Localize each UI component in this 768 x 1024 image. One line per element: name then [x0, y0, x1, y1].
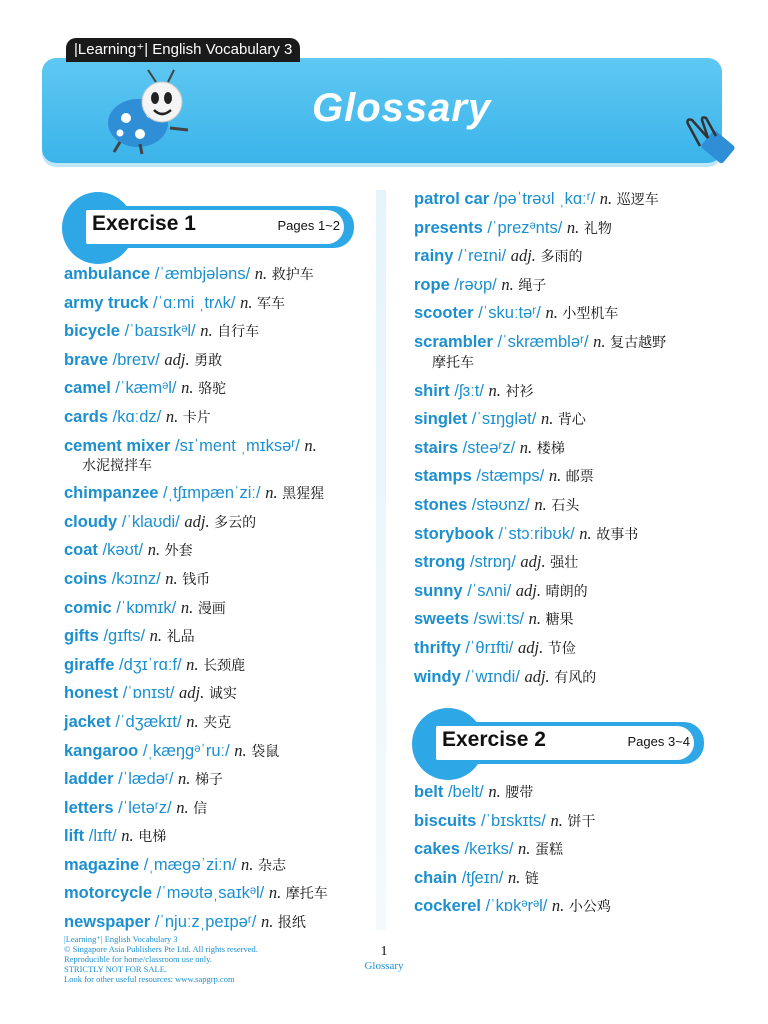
chinese-translation: 水泥搅拌车 [82, 457, 152, 474]
pronunciation: /ˌkæŋgᵊˈruː/ [142, 741, 230, 760]
part-of-speech: n. [147, 540, 161, 560]
chinese-translation: 强壮 [550, 555, 579, 572]
chinese-translation: 电梯 [138, 829, 167, 846]
glossary-entry [414, 581, 714, 602]
chinese-translation: 链 [524, 870, 539, 887]
part-of-speech: n. [599, 189, 613, 208]
glossary-entry [414, 332, 714, 373]
headword: thrifty [414, 638, 461, 657]
chinese-translation: 摩托车 [432, 354, 474, 371]
chinese-translation: 摩托车 [285, 886, 328, 903]
part-of-speech: n. [181, 378, 194, 398]
part-of-speech: n. [528, 609, 542, 629]
headword: stamps [414, 467, 472, 486]
part-of-speech: adj. [524, 666, 550, 686]
pronunciation: /ʃɜːt/ [454, 381, 484, 400]
headword: comic [64, 598, 112, 617]
glossary-entry [64, 683, 364, 704]
exercise-2-header [414, 722, 704, 764]
glossary-entry [414, 524, 714, 545]
part-of-speech: adj. [184, 511, 210, 531]
part-of-speech: n. [519, 437, 533, 457]
chinese-translation: 诚实 [208, 686, 237, 703]
headword: newspaper [64, 913, 151, 932]
glossary-entry [414, 466, 714, 487]
headword: ambulance [64, 265, 151, 283]
pronunciation: /ˈdʒækɪt/ [115, 712, 182, 731]
chinese-translation: 邮票 [565, 469, 594, 486]
glossary-entry [414, 868, 714, 889]
chinese-translation: 绳子 [518, 277, 547, 294]
chinese-translation: 巡逻车 [616, 192, 659, 208]
headword: cards [64, 407, 109, 426]
part-of-speech: n. [180, 597, 194, 617]
chinese-translation: 黑猩猩 [282, 486, 325, 503]
headword: stairs [414, 438, 459, 457]
part-of-speech: n. [121, 826, 134, 846]
glossary-entry [414, 552, 714, 573]
glossary-entry [64, 293, 364, 314]
headword: letters [64, 798, 114, 817]
chinese-translation: 长颈鹿 [203, 657, 246, 674]
page-title: Glossary [312, 86, 492, 130]
chinese-translation: 背心 [557, 412, 586, 429]
pronunciation: /ˈsʌni/ [467, 581, 512, 600]
pronunciation: /sɪˈment ˌmɪksəʳ/ [174, 436, 300, 455]
chinese-translation: 夹克 [203, 714, 232, 731]
chinese-translation: 礼物 [583, 220, 612, 237]
part-of-speech: adj. [517, 637, 544, 657]
headword: cakes [414, 840, 460, 859]
glossary-entry [64, 512, 364, 533]
exercise-2-entries [414, 782, 714, 925]
glossary-entry [414, 782, 714, 803]
chinese-translation: 蛋糕 [535, 842, 564, 859]
glossary-entry [414, 495, 714, 516]
headword: rope [414, 275, 450, 294]
headword: bicycle [64, 322, 120, 341]
part-of-speech: adj. [179, 683, 205, 703]
chinese-translation: 晴朗的 [545, 583, 588, 600]
part-of-speech: n. [551, 896, 565, 916]
pronunciation: /ˈklaʊdi/ [121, 512, 180, 531]
part-of-speech: n. [234, 740, 247, 760]
pronunciation: /ˈlædəʳ/ [118, 770, 174, 789]
pronunciation: /ˈskræmbləʳ/ [497, 332, 589, 351]
glossary-entry [414, 811, 714, 832]
glossary-entry [64, 569, 364, 590]
chinese-translation: 糖果 [545, 612, 574, 629]
glossary-entry [414, 303, 714, 324]
exercise-2-pages: Pages 3~4 [627, 734, 690, 749]
glossary-entry [64, 483, 364, 504]
part-of-speech: n. [534, 494, 547, 514]
part-of-speech: n. [566, 217, 580, 237]
pronunciation: /steəʳz/ [462, 438, 516, 457]
headword: chimpanzee [64, 484, 159, 503]
glossary-entry [64, 436, 364, 476]
pronunciation: /ˈɑːmi ˌtrʌk/ [152, 293, 236, 312]
pronunciation: /swiːts/ [473, 610, 525, 629]
chinese-translation: 卡片 [182, 409, 211, 426]
part-of-speech: n. [241, 854, 254, 874]
chinese-translation: 军车 [257, 295, 286, 312]
headword: kangaroo [64, 741, 139, 760]
headword: giraffe [64, 655, 115, 674]
pronunciation: /kəʊt/ [102, 541, 144, 560]
glossary-entry [64, 855, 364, 876]
pronunciation: /ˈreɪni/ [458, 247, 507, 266]
page-number: 1 [380, 944, 388, 959]
headword: army truck [64, 293, 149, 312]
headword: cement mixer [64, 436, 171, 455]
headword: scrambler [414, 332, 493, 351]
headword: camel [64, 379, 111, 398]
part-of-speech: n. [240, 292, 253, 312]
headword: stones [414, 495, 468, 514]
chinese-translation: 小公鸡 [568, 899, 611, 916]
headword: rainy [414, 247, 454, 266]
part-of-speech: n. [579, 523, 592, 543]
chinese-translation: 救护车 [271, 267, 314, 283]
part-of-speech: n. [176, 797, 189, 817]
pronunciation: /ˈsɪŋglət/ [471, 410, 537, 429]
glossary-entry [414, 667, 714, 688]
glossary-entry [64, 712, 364, 733]
chinese-translation: 钱币 [182, 571, 211, 588]
chinese-translation: 报纸 [277, 915, 306, 932]
part-of-speech: n. [518, 839, 531, 859]
pronunciation: /pəˈtrəʊl ˌkɑːʳ/ [493, 190, 596, 208]
glossary-entry [64, 264, 364, 285]
pronunciation: /ˈletəʳz/ [118, 798, 172, 817]
glossary-entry [414, 218, 714, 239]
headword: cloudy [64, 512, 118, 531]
pronunciation: /keɪks/ [464, 840, 514, 859]
part-of-speech: adj. [520, 552, 546, 572]
part-of-speech: n. [545, 303, 558, 323]
headword: coins [64, 569, 108, 588]
copyright-footer: |Learning⁺| English Vocabulary 3 © Singapore Asia Publishers Pte Ltd. All rights reserved. Reproducible for home/classroom use only. STRICTLY NOT FOR SALE. Look for other useful resources: www.sapgrp.com [64, 934, 258, 984]
chinese-translation: 袋鼠 [251, 743, 280, 760]
pronunciation: /stəʊnz/ [471, 495, 530, 514]
glossary-entry [414, 246, 714, 267]
pronunciation: /ˈskuːtəʳ/ [478, 304, 541, 323]
exercise-2-title: Exercise 2 [442, 728, 546, 751]
chinese-translation: 多雨的 [540, 249, 583, 266]
glossary-entry [414, 438, 714, 459]
part-of-speech: n. [260, 912, 274, 932]
glossary-entry [64, 407, 364, 428]
pronunciation: /lɪft/ [88, 827, 117, 846]
pronunciation: /ˈkæmᵊl/ [115, 379, 177, 398]
pronunciation: /ˈbaɪsɪkᵊl/ [124, 322, 196, 341]
part-of-speech: n. [304, 435, 317, 455]
glossary-entry [64, 798, 364, 819]
headword: lift [64, 827, 85, 846]
glossary-entry [64, 626, 364, 647]
headword: ladder [64, 770, 114, 789]
headword: biscuits [414, 811, 477, 830]
glossary-entry [64, 598, 364, 619]
headword: motorcycle [64, 884, 153, 903]
exercise-1-entries [64, 264, 364, 941]
headword: storybook [414, 524, 494, 543]
part-of-speech: n. [593, 331, 606, 351]
chinese-translation: 外套 [164, 543, 193, 560]
headword: patrol car [414, 190, 490, 208]
glossary-entry [64, 741, 364, 762]
glossary-entry [414, 189, 714, 210]
headword: scooter [414, 304, 474, 323]
chinese-translation: 骆驼 [198, 381, 227, 398]
column-divider [376, 190, 386, 930]
chinese-translation: 漫画 [197, 600, 226, 617]
glossary-entry [64, 350, 364, 371]
glossary-entry [414, 275, 714, 296]
part-of-speech: n. [550, 810, 563, 830]
glossary-entry [64, 540, 364, 561]
pronunciation: /breɪv/ [112, 350, 160, 369]
pronunciation: /ˈθrɪfti/ [465, 638, 514, 657]
headword: cockerel [414, 897, 481, 916]
headword: chain [414, 868, 458, 887]
chinese-translation: 楼梯 [536, 440, 565, 457]
pronunciation: /ˌtʃɪmpænˈziː/ [163, 484, 261, 503]
glossary-entry [64, 769, 364, 790]
pronunciation: /ˈwɪndi/ [465, 667, 520, 686]
glossary-entry [414, 409, 714, 430]
chinese-translation: 故事书 [596, 526, 639, 543]
part-of-speech: adj. [510, 246, 536, 266]
pronunciation: /strɒŋ/ [469, 553, 516, 572]
chinese-translation: 衬衫 [505, 383, 534, 400]
headword: sunny [414, 581, 463, 600]
pronunciation: /ˈməʊtəˌsaɪkᵊl/ [156, 884, 265, 903]
pronunciation: /ˈbɪskɪts/ [480, 811, 546, 830]
ladybug-mascot-icon [100, 68, 200, 158]
headword: sweets [414, 610, 470, 629]
pronunciation: /kɔɪnz/ [111, 569, 161, 588]
pronunciation: /dʒɪˈrɑːf/ [119, 655, 182, 674]
exercise-1-pages: Pages 1~2 [277, 218, 340, 233]
glossary-entry [414, 381, 714, 402]
series-title: |Learning⁺| English Vocabulary 3 [66, 38, 300, 62]
chinese-translation: 有风的 [554, 669, 597, 686]
pronunciation: /rəʊp/ [454, 275, 497, 294]
headword: magazine [64, 855, 140, 874]
part-of-speech: n. [488, 380, 501, 400]
pronunciation: /belt/ [447, 783, 484, 801]
headword: singlet [414, 410, 468, 429]
part-of-speech: n. [268, 883, 282, 903]
part-of-speech: n. [178, 769, 191, 789]
chinese-translation: 杂志 [257, 857, 286, 874]
part-of-speech: n. [265, 483, 278, 503]
pronunciation: /ˈprezᵊnts/ [487, 218, 563, 237]
headword: coat [64, 541, 98, 560]
part-of-speech: adj. [164, 349, 190, 369]
pronunciation: /kɑːdz/ [112, 407, 162, 426]
part-of-speech: n. [200, 321, 213, 341]
glossary-entry [64, 378, 364, 399]
chinese-translation: 复古越野 [610, 334, 667, 351]
part-of-speech: adj. [515, 580, 542, 600]
exercise-1-title: Exercise 1 [92, 212, 196, 235]
pronunciation: /ˈstɔːribʊk/ [498, 524, 575, 543]
chinese-translation: 自行车 [217, 324, 260, 341]
glossary-entry [64, 826, 364, 847]
chinese-translation: 梯子 [195, 772, 223, 789]
chinese-translation: 勇敢 [194, 352, 223, 369]
part-of-speech: n. [540, 409, 554, 429]
pronunciation: /ˈnjuːzˌpeɪpəʳ/ [154, 913, 257, 932]
chinese-translation: 信 [193, 800, 208, 817]
part-of-speech: n. [186, 654, 199, 674]
pronunciation: /ˌmægəˈziːn/ [143, 855, 237, 874]
page-label: Glossary [364, 960, 404, 972]
chinese-translation: 节俭 [547, 640, 576, 657]
headword: windy [414, 667, 461, 686]
part-of-speech: n. [165, 406, 179, 426]
chinese-translation: 礼品 [166, 629, 195, 646]
pronunciation: /ˈkɒmɪk/ [116, 598, 177, 617]
glossary-entry [64, 655, 364, 676]
part-of-speech: n. [149, 626, 163, 646]
glossary-banner [42, 58, 722, 163]
headword: jacket [64, 712, 111, 731]
headword: honest [64, 684, 119, 703]
pronunciation: /stæmps/ [476, 467, 545, 486]
glossary-entry [414, 839, 714, 860]
headword: strong [414, 553, 466, 572]
glossary-entry [414, 638, 714, 659]
part-of-speech: n. [165, 568, 178, 588]
glossary-entry [64, 912, 364, 933]
pronunciation: /ˈæmbjələns/ [154, 265, 251, 283]
part-of-speech: n. [501, 274, 514, 294]
part-of-speech: n. [548, 466, 562, 486]
glossary-entry [64, 321, 364, 342]
chinese-translation: 饼干 [567, 813, 596, 830]
part-of-speech: n. [507, 867, 521, 887]
headword: brave [64, 350, 109, 369]
glossary-entry [414, 609, 714, 630]
glossary-entry [414, 896, 714, 917]
part-of-speech: n. [254, 264, 268, 283]
headword: shirt [414, 381, 450, 400]
chinese-translation: 小型机车 [562, 306, 619, 323]
chinese-translation: 多云的 [214, 514, 257, 531]
column-2-entries [414, 189, 714, 695]
chinese-translation: 石头 [551, 497, 580, 514]
headword: presents [414, 218, 483, 237]
pronunciation: /ˈɒnɪst/ [122, 684, 175, 703]
binder-clip-icon [682, 116, 736, 170]
headword: gifts [64, 627, 99, 646]
chinese-translation: 腰带 [505, 785, 534, 801]
pronunciation: /ˈkɒkᵊrᵊl/ [485, 897, 548, 916]
pronunciation: /gɪfts/ [103, 627, 146, 646]
headword: belt [414, 783, 444, 801]
glossary-entry [64, 883, 364, 904]
exercise-1-header [64, 206, 354, 248]
pronunciation: /tʃeɪn/ [461, 868, 504, 887]
part-of-speech: n. [186, 711, 199, 731]
part-of-speech: n. [488, 782, 501, 801]
